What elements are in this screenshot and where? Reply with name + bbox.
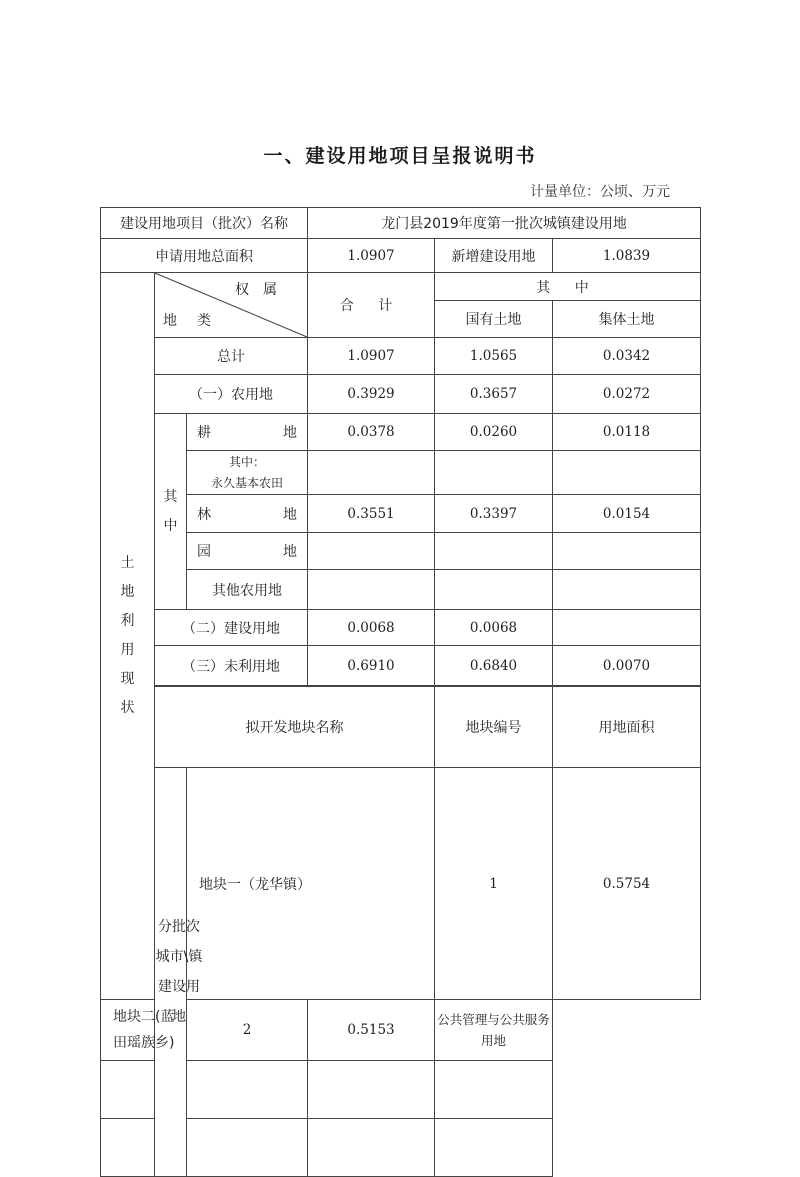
plot-area: 0.5754 — [553, 768, 701, 1000]
plot-usage — [435, 1119, 553, 1177]
row-label: 总计 — [155, 338, 308, 375]
header-diagonal-cell — [155, 273, 308, 338]
plot-number — [187, 1061, 308, 1119]
row-state: 0.0068 — [435, 610, 553, 646]
header-ownership-label: 权属 — [235, 282, 292, 298]
project-name-value: 龙门县2019年度第一批次城镇建设用地 — [308, 208, 701, 239]
row-total — [308, 570, 435, 610]
row-total: 0.3929 — [308, 375, 435, 414]
batch-header-name: 拟开发地块名称 — [155, 687, 435, 768]
row-state — [435, 570, 553, 610]
row-collective — [553, 451, 701, 495]
row-collective: 0.0154 — [553, 495, 701, 533]
row-collective — [553, 570, 701, 610]
plot-area — [308, 1119, 435, 1177]
table-row — [101, 533, 701, 570]
row-label: 园 地 — [187, 533, 308, 570]
row-label: 其他农用地 — [187, 570, 308, 610]
row-total — [308, 533, 435, 570]
row-state — [435, 451, 553, 495]
batch-header-area: 用地面积 — [553, 687, 701, 768]
batch-header-number: 地块编号 — [435, 687, 553, 768]
plot-usage — [435, 1061, 553, 1119]
row-total: 1.0907 — [308, 338, 435, 375]
table-row — [101, 338, 701, 375]
row-collective: 0.0070 — [553, 646, 701, 686]
project-table — [100, 207, 701, 1177]
new-construction-label: 新增建设用地 — [435, 239, 553, 273]
plot-row — [101, 1119, 701, 1177]
row-collective: 0.0118 — [553, 414, 701, 451]
plot-area: 0.5153 — [308, 1000, 435, 1061]
row-state: 0.6840 — [435, 646, 553, 686]
row-state: 0.3657 — [435, 375, 553, 414]
header-collective: 集体土地 — [553, 301, 701, 338]
plot-area — [308, 1061, 435, 1119]
land-status-section-label — [101, 273, 155, 1000]
header-landtype-label: 地类 — [163, 313, 231, 329]
header-total: 合 计 — [308, 273, 435, 338]
row-label: （二）建设用地 — [155, 610, 308, 646]
new-construction-value: 1.0839 — [553, 239, 701, 273]
table-row — [101, 414, 701, 451]
plot-number: 1 — [435, 768, 553, 1000]
table-row — [101, 610, 701, 646]
project-name-label: 建设用地项目（批次）名称 — [101, 208, 308, 239]
sub-label-text: 其中 — [163, 488, 178, 534]
row-total: 0.6910 — [308, 646, 435, 686]
unit-note: 计量单位：公顷、万元 — [530, 184, 670, 200]
row-state: 0.3397 — [435, 495, 553, 533]
row-collective — [553, 533, 701, 570]
table-row — [101, 451, 701, 495]
total-area-value: 1.0907 — [308, 239, 435, 273]
row-label: 其中： 永久基本农田 — [187, 451, 308, 495]
project-name-row — [101, 208, 701, 239]
batch-header-row — [101, 687, 701, 768]
total-area-label: 申请用地总面积 — [101, 239, 308, 273]
batch-section-text: 分批次城市\镇建设用地 — [155, 919, 203, 1025]
row-label: （三）未利用地 — [155, 646, 308, 686]
row-state: 1.0565 — [435, 338, 553, 375]
row-collective: 0.0342 — [553, 338, 701, 375]
row-collective — [553, 610, 701, 646]
table-row — [101, 570, 701, 610]
row-label: （一）农用地 — [155, 375, 308, 414]
plot-name — [101, 1061, 187, 1119]
plot-number — [187, 1119, 308, 1177]
table-row — [101, 495, 701, 533]
plot-row — [101, 768, 701, 1000]
row-total — [308, 451, 435, 495]
row-collective: 0.0272 — [553, 375, 701, 414]
plot-usage: 公共管理与公共服务用地 — [435, 1000, 553, 1061]
header-state-owned: 国有土地 — [435, 301, 553, 338]
row-state — [435, 533, 553, 570]
land-status-section-text: 土地利用现状 — [120, 555, 135, 716]
row-total: 0.3551 — [308, 495, 435, 533]
table-row — [101, 646, 701, 686]
row-label: 耕 地 — [187, 414, 308, 451]
total-area-row — [101, 239, 701, 273]
plot-row — [101, 1061, 701, 1119]
row-total: 0.0068 — [308, 610, 435, 646]
row-total: 0.0378 — [308, 414, 435, 451]
plot-name: 地块一（龙华镇） — [187, 768, 435, 1000]
sub-label-cell — [155, 414, 187, 610]
plot-name — [101, 1119, 187, 1177]
land-status-header-row — [101, 273, 701, 301]
document-title: 一、建设用地项目呈报说明书 — [263, 145, 537, 167]
header-of-which: 其 中 — [435, 273, 701, 301]
row-label: 林 地 — [187, 495, 308, 533]
row-state: 0.0260 — [435, 414, 553, 451]
table-row — [101, 375, 701, 414]
plot-number: 2 — [187, 1000, 308, 1061]
plot-name: 地块二(蓝田瑶族乡) — [101, 1000, 187, 1061]
